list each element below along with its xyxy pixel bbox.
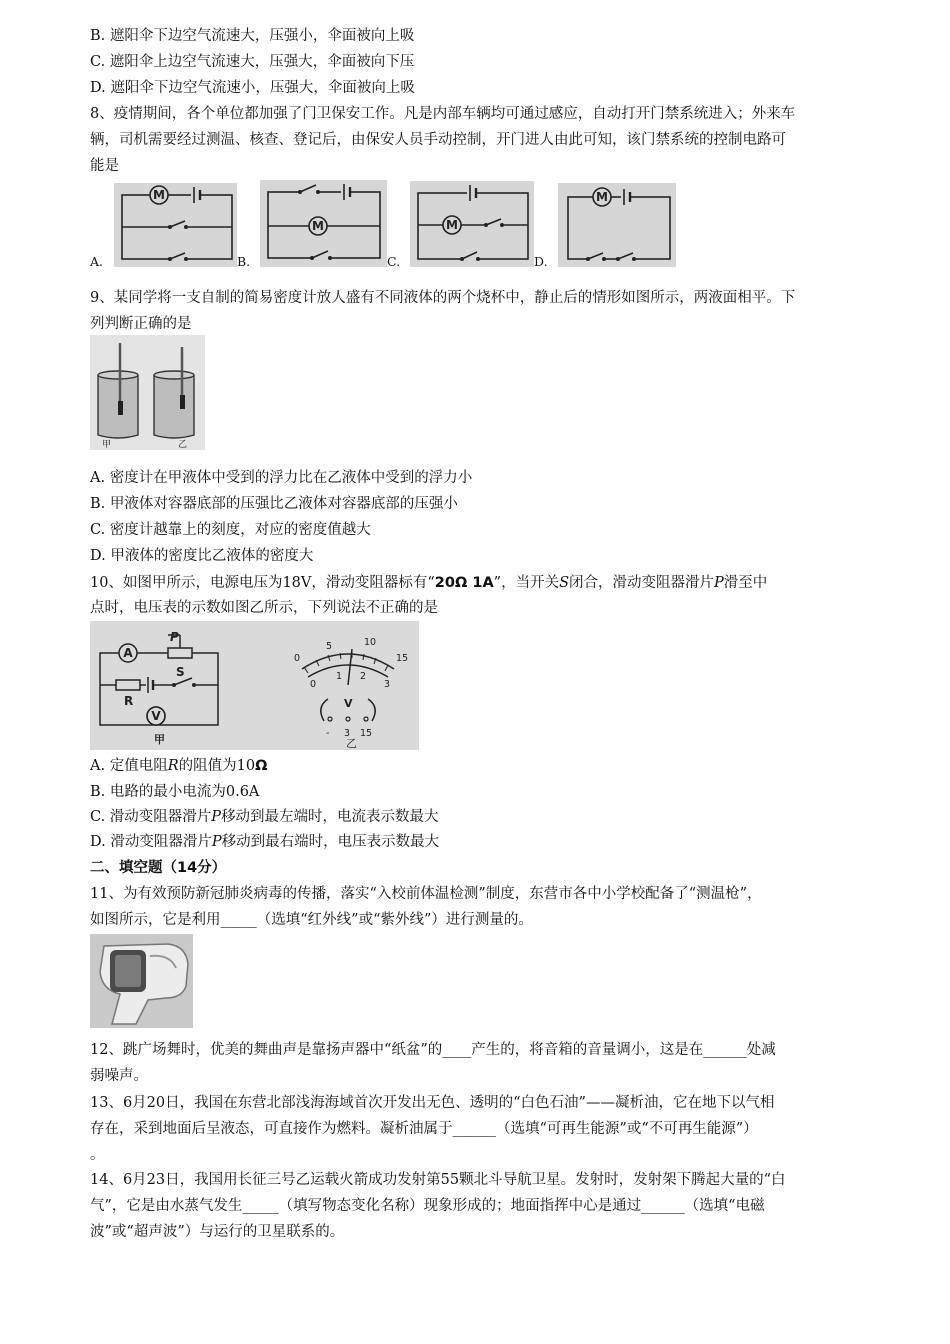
q13-stem-line1: 13、6月20日，我国在东营北部浅海海域首次开发出无色、透明的“白色石油”——凝析油，它在地下以气相 xyxy=(90,1095,775,1111)
q9-beakers-figure xyxy=(90,335,205,450)
q8-stem-line2: 辆，司机需要经过测温、核查、登记后，由保安人员手动控制，开门进人由此可知，该门禁系统的控制电路可 xyxy=(90,132,786,148)
q10-slider-label: P xyxy=(170,630,179,644)
q12-stem-line1: 12、跳广场舞时，优美的舞曲声是靠扬声器中“纸盆”的____产生的，将音箱的音量调小，这是在______处减 xyxy=(90,1042,776,1058)
q10-caption-yi: 乙 xyxy=(346,737,357,750)
q14-stem-line1: 14、6月23日，我国用长征三号乙运载火箭成功发射第55颗北斗导航卫星。发射时，发射架下腾起大量的“白 xyxy=(90,1172,786,1188)
q12-stem-line2: 弱噪声。 xyxy=(90,1068,148,1084)
q10-meter-top-0: 0 xyxy=(294,653,301,664)
q10-terminal-15: 15 xyxy=(360,728,373,739)
q10-meter-bottom-1: 1 xyxy=(336,671,343,682)
q10-meter-bottom-0: 0 xyxy=(310,679,317,690)
q10-var-p: P xyxy=(714,575,724,591)
q8-label-d: D. xyxy=(534,254,548,269)
q10-terminal-minus: - xyxy=(326,728,330,739)
q9-option-a: A. 密度计在甲液体中受到的浮力比在乙液体中受到的浮力小 xyxy=(90,470,473,486)
q10-option-c xyxy=(90,807,439,827)
q8-c-motor-label: M xyxy=(446,218,458,232)
q8-stem-line1: 8、疫情期间，各个单位都加强了门卫保安工作。凡是内部车辆均可通过感应，自动打开门禁系统进入；外来车 xyxy=(90,106,796,122)
q8-circuit-b xyxy=(260,180,387,267)
q10-meter-bottom-3: 3 xyxy=(384,679,391,690)
q10-stem-part4: 滑至中 xyxy=(723,575,768,591)
q10-switch-label: S xyxy=(176,665,185,679)
q9-option-c: C. 密度计越靠上的刻度，对应的密度值越大 xyxy=(90,522,371,538)
q8-circuit-a xyxy=(114,183,237,267)
q10-option-a-part2: 的阻值为10 xyxy=(178,758,256,774)
q10-option-c-part1: C. 滑动变阻器滑片 xyxy=(90,809,212,825)
q9-stem-line2: 列判断正确的是 xyxy=(90,316,192,332)
q13-stem-line2: 存在，采到地面后呈液态，可直接作为燃料。凝析油属于______（选填“可再生能源”或“不可再生能源”） xyxy=(90,1121,758,1137)
q7-option-c: C. 遮阳伞上边空气流速大，压强大，伞面被向下压 xyxy=(90,54,415,70)
q10-meter-top-5: 5 xyxy=(326,641,333,652)
q8-circuit-d xyxy=(558,183,676,267)
q10-option-b: B. 电路的最小电流为0.6A xyxy=(90,784,260,800)
q10-terminal-3: 3 xyxy=(344,728,351,739)
q10-caption-jia: 甲 xyxy=(154,733,165,746)
q11-stem-line2: 如图所示，它是利用_____（选填“红外线”或“紫外线”）进行测量的。 xyxy=(90,912,533,928)
q8-b-motor-label: M xyxy=(312,219,324,233)
q11-stem-line1: 11、为有效预防新冠肺炎病毒的传播，落实“入校前体温检测”制度，东营市各中小学校配备了“测温枪”， xyxy=(90,886,762,902)
q10-stem-part1: 10、如图甲所示，电源电压为18V，滑动变阻器标有“ xyxy=(90,575,435,591)
q8-d-motor-label: M xyxy=(596,190,608,204)
q10-ammeter-label: A xyxy=(123,646,133,660)
q9-stem-line1: 9、某同学将一支自制的简易密度计放人盛有不同液体的两个烧杯中，静止后的情形如图所示，两液面相平。下 xyxy=(90,290,796,306)
q10-option-a-part1: A. 定值电阻 xyxy=(90,758,168,774)
q10-option-d-part1: D. 滑动变阻器滑片 xyxy=(90,834,212,850)
q9-label-yi: 乙 xyxy=(178,440,188,450)
q9-label-jia: 甲 xyxy=(102,440,112,450)
q10-stem-part2: ”，当开关 xyxy=(493,575,560,591)
q10-var-s: S xyxy=(559,575,570,591)
q10-stem-line2: 点时，电压表的示数如图乙所示，下列说法不正确的是 xyxy=(90,600,438,616)
q7-option-b: B. 遮阳伞下边空气流速大，压强小，伞面被向上吸 xyxy=(90,28,415,44)
q8-a-motor-label: M xyxy=(153,188,165,202)
q9-option-d: D. 甲液体的密度比乙液体的密度大 xyxy=(90,548,314,564)
q10-option-a xyxy=(90,756,267,776)
q10-meter-top-10: 10 xyxy=(364,637,377,648)
q10-option-d-var: P xyxy=(211,834,222,850)
q10-meter-unit: V xyxy=(344,697,353,710)
q10-option-d xyxy=(90,832,439,852)
q8-label-a: A. xyxy=(90,254,104,269)
q8-label-b: B. xyxy=(237,254,251,269)
q10-option-c-part2: 移动到最左端时，电流表示数最大 xyxy=(221,809,439,825)
q10-meter-top-15: 15 xyxy=(396,653,409,664)
q13-stem-line3: 。 xyxy=(90,1147,105,1163)
q11-thermometer-gun-image xyxy=(90,934,193,1028)
q7-option-d: D. 遮阳伞下边空气流速小，压强大，伞面被向上吸 xyxy=(90,80,415,96)
q8-stem-line3: 能是 xyxy=(90,158,119,174)
q10-resistor-label: R xyxy=(124,694,134,708)
q10-option-a-unit: Ω xyxy=(255,758,268,774)
q9-option-b: B. 甲液体对容器底部的压强比乙液体对容器底部的压强小 xyxy=(90,496,458,512)
q10-meter-bottom-2: 2 xyxy=(360,671,367,682)
q10-voltmeter-label: V xyxy=(151,709,161,723)
q8-label-c: C. xyxy=(387,254,401,269)
q14-stem-line3: 波”或“超声波”）与运行的卫星联系的。 xyxy=(90,1224,345,1240)
q8-circuit-c xyxy=(410,181,534,267)
q10-stem-line1 xyxy=(90,573,767,593)
q10-figure xyxy=(90,621,419,750)
q10-option-a-var: R xyxy=(167,758,179,774)
section-2-title: 二、填空题（14分） xyxy=(90,860,227,876)
q14-stem-line2: 气”，它是由水蒸气发生_____（填写物态变化名称）现象形成的；地面指挥中心是通过______（选填“电磁 xyxy=(90,1198,765,1214)
q10-rheostat-rating: 20Ω 1A xyxy=(434,575,494,591)
q10-option-d-part2: 移动到最右端时，电压表示数最大 xyxy=(221,834,440,850)
q10-stem-part3: 闭合，滑动变阻器滑片 xyxy=(569,575,715,591)
q10-option-c-var: P xyxy=(211,809,222,825)
